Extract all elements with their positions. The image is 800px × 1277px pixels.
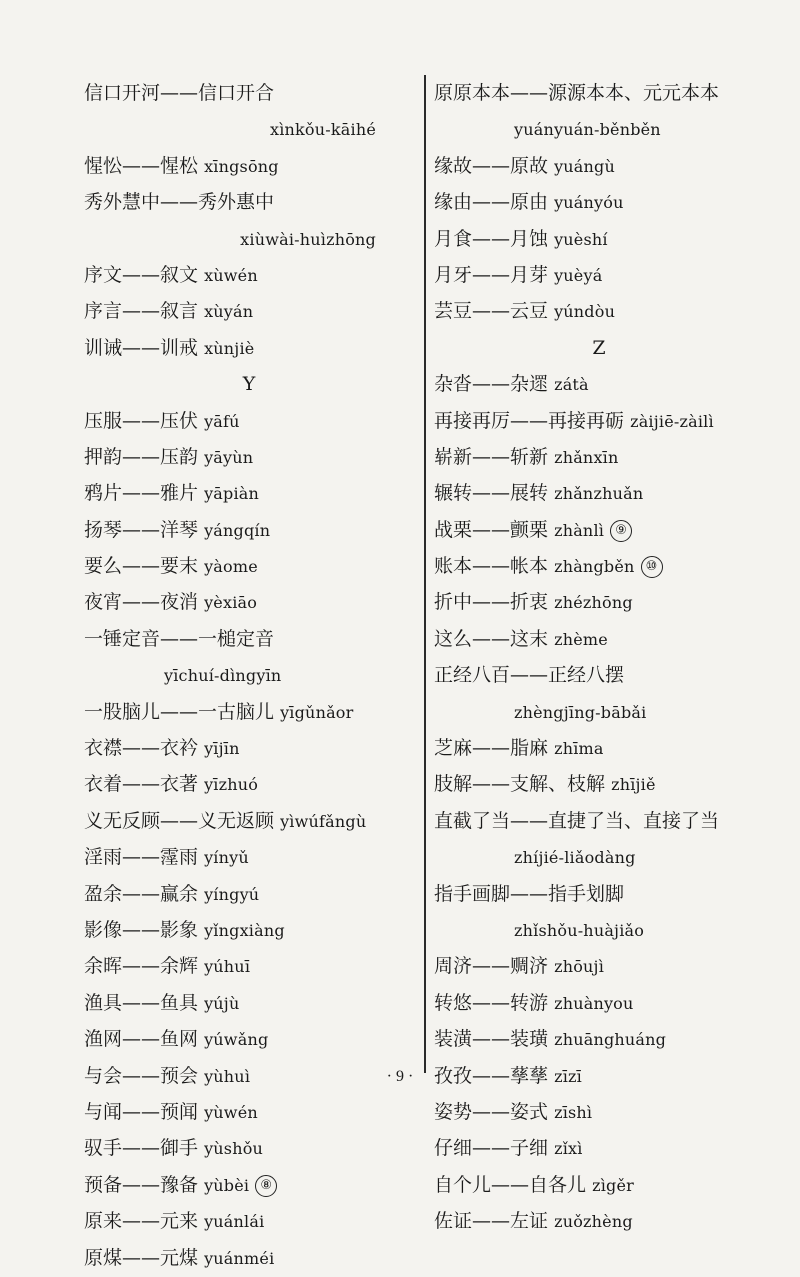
entry-line [434, 184, 764, 220]
entry-term: 缘由——原由 [434, 191, 549, 214]
entry-line [84, 621, 414, 657]
entry-pinyin: zhíjié-liǎodàng [514, 848, 636, 868]
entry-pinyin: xùyán [204, 302, 254, 322]
entry-line [84, 475, 414, 511]
entry-line [84, 1094, 414, 1130]
page-number: · 9 · [386, 1068, 414, 1085]
entry-term: 预备——豫备 [84, 1173, 199, 1196]
footnote-marker: ⑨ [610, 520, 632, 542]
entry-pinyin: zīshì [554, 1102, 593, 1122]
entry-term: 押韵——压韵 [84, 445, 199, 468]
entry-term: 缘故——原故 [434, 154, 549, 177]
entry-term: 余晖——余辉 [84, 955, 199, 978]
entry-pinyin: zuǒzhèng [554, 1212, 633, 1232]
entry-pinyin: yèxiāo [204, 593, 258, 613]
entry-line [434, 366, 764, 402]
entry-line [434, 293, 764, 329]
entry-term: 孜孜——孶孶 [434, 1064, 549, 1087]
entry-term: 与闻——预闻 [84, 1100, 199, 1123]
entry-pinyin: yúndòu [554, 302, 616, 322]
entry-line [434, 985, 764, 1021]
entry-line [84, 403, 414, 439]
entry-pinyin: zhézhōng [554, 593, 633, 613]
entry-line [434, 730, 764, 766]
entry-line [434, 439, 764, 475]
entry-term: 这么——这末 [434, 627, 549, 650]
entry-line [84, 439, 414, 475]
entry-pinyin: zhuānghuáng [554, 1030, 667, 1050]
entry-line [434, 948, 764, 984]
entry-term: 渔具——鱼具 [84, 991, 199, 1014]
entry-pinyin: zhījiě [611, 775, 656, 795]
entry-line [84, 839, 414, 875]
entry-pinyin: xiùwài-huìzhōng [240, 229, 376, 249]
entry-line [84, 584, 414, 620]
entry-term: 原原本本——源源本本、元元本本 [434, 82, 720, 104]
entry-line [434, 657, 764, 693]
entry-pinyin: zhǎnxīn [554, 447, 619, 467]
entry-term: 一锤定音——一槌定音 [84, 627, 275, 650]
entry-pinyin: yījīn [204, 739, 240, 759]
entry-pinyin: yùwén [204, 1102, 258, 1122]
entry-term: 秀外慧中——秀外惠中 [84, 191, 275, 214]
entry-line [434, 1167, 764, 1203]
entry-term: 惺忪——惺松 [84, 154, 199, 177]
entry-line [434, 584, 764, 620]
entry-term: 芸豆——云豆 [434, 300, 549, 323]
entry-term: 月食——月蚀 [434, 227, 549, 250]
entry-term: 与会——预会 [84, 1064, 199, 1087]
entry-line [84, 512, 414, 548]
entry-line [84, 766, 414, 802]
entry-line [84, 730, 414, 766]
entry-term: 崭新——斩新 [434, 445, 549, 468]
entry-pinyin: yùbèi [204, 1175, 250, 1195]
entry-pinyin: yùhuì [204, 1066, 251, 1086]
entry-line [84, 330, 414, 366]
entry-line [434, 766, 764, 802]
entry-pinyin: yīzhuó [204, 775, 259, 795]
entry-pinyin: zǐxì [554, 1139, 583, 1159]
entry-pinyin: yīgǔnǎor [280, 702, 354, 722]
entry-term: 原来——元来 [84, 1210, 199, 1233]
entry-term: Z [592, 336, 606, 359]
entry-term: 折中——折衷 [434, 591, 549, 614]
entry-line [84, 257, 414, 293]
entry-pinyin: yuángù [554, 156, 615, 176]
entry-pinyin: xìnkǒu-kāihé [269, 120, 376, 140]
entry-line [434, 548, 764, 584]
entry-term: 再接再厉——再接再砺 [434, 409, 625, 432]
entry-pinyin: yāyùn [204, 447, 254, 467]
entry-pinyin: yuánméi [204, 1248, 275, 1268]
entry-term: 衣着——衣著 [84, 773, 199, 796]
entry-pinyin: zhǐshǒu-huàjiǎo [514, 920, 645, 940]
entry-term: 仔细——子细 [434, 1137, 549, 1160]
entry-term: 正经八百——正经八摆 [434, 664, 625, 687]
entry-term: 扬琴——洋琴 [84, 518, 199, 541]
entry-pinyin: yāfú [204, 411, 240, 431]
entry-line [434, 403, 764, 439]
entry-line [84, 803, 414, 839]
entry-line [84, 948, 414, 984]
entry-term: 夜宵——夜消 [84, 591, 199, 614]
entry-pinyin: zìgěr [592, 1175, 634, 1195]
entry-line [434, 257, 764, 293]
entry-line [84, 548, 414, 584]
entry-line [434, 1130, 764, 1166]
entry-line [434, 1203, 764, 1239]
entry-line [84, 148, 414, 184]
entry-pinyin: zhànlì [554, 520, 605, 540]
entry-term: 自个儿——自各儿 [434, 1173, 587, 1196]
entry-pinyin: zhème [554, 629, 608, 649]
entry-term: 一股脑儿——一古脑儿 [84, 700, 275, 723]
entry-pinyin: xùwén [204, 265, 258, 285]
footnote-marker: ⑩ [641, 556, 663, 578]
entry-pinyin: yuányóu [554, 193, 624, 213]
entry-line [84, 876, 414, 912]
entry-line [84, 1021, 414, 1057]
entry-term: 义无反顾——义无返顾 [84, 809, 275, 832]
entry-term: 淫雨——霪雨 [84, 846, 199, 869]
entry-line [434, 1094, 764, 1130]
entry-term: 转悠——转游 [434, 991, 549, 1014]
entry-pinyin: yuèshí [554, 229, 608, 249]
entry-term: 原煤——元煤 [84, 1246, 199, 1269]
entry-line [84, 1240, 414, 1276]
entry-pinyin: yángqín [204, 520, 271, 540]
entry-line [434, 1021, 764, 1057]
entry-term: 驭手——御手 [84, 1137, 199, 1160]
entry-term: 衣襟——衣衿 [84, 737, 199, 760]
entry-pinyin: zhōujì [554, 957, 605, 977]
entry-term: 战栗——颤栗 [434, 518, 549, 541]
entry-term: 训诫——训戒 [84, 336, 199, 359]
entry-line [434, 839, 764, 875]
left-column [84, 75, 414, 1276]
entry-pinyin: zhǎnzhuǎn [554, 484, 644, 504]
entry-pinyin: yínyǔ [204, 848, 249, 868]
entry-pinyin: xīngsōng [204, 156, 279, 176]
entry-term: 渔网——鱼网 [84, 1028, 199, 1051]
entry-term: 盈余——赢余 [84, 882, 199, 905]
entry-pinyin: zhèngjīng-bābǎi [514, 702, 647, 722]
entry-term: 压服——压伏 [84, 409, 199, 432]
entry-pinyin: yuánlái [204, 1212, 265, 1232]
entry-pinyin: yújù [204, 993, 240, 1013]
column-divider [424, 75, 426, 1073]
entry-line [84, 293, 414, 329]
entry-pinyin: zátà [554, 375, 589, 395]
entry-pinyin: yǐngxiàng [204, 920, 285, 940]
entry-pinyin: yāpiàn [204, 484, 260, 504]
entry-pinyin: yìwúfǎngù [280, 811, 367, 831]
entry-line [434, 111, 764, 147]
entry-pinyin: zīzī [554, 1066, 582, 1086]
entry-term: 信口开河——信口开合 [84, 82, 275, 104]
right-column [434, 75, 764, 1240]
entry-line [84, 111, 414, 147]
entry-term: 肢解——支解、枝解 [434, 773, 606, 796]
entry-term: 芝麻——脂麻 [434, 737, 549, 760]
entry-line [434, 876, 764, 912]
section-letter [84, 366, 414, 402]
footnote-marker: ⑧ [255, 1175, 277, 1197]
entry-line [434, 475, 764, 511]
entry-line [434, 221, 764, 257]
entry-term: 账本——帐本 [434, 555, 549, 578]
entry-pinyin: yīchuí-dìngyīn [164, 666, 282, 686]
entry-term: 辗转——展转 [434, 482, 549, 505]
entry-pinyin: zàijiē-zàilì [630, 411, 714, 431]
entry-line [84, 75, 414, 111]
entry-line [84, 912, 414, 948]
entry-term: 要么——要末 [84, 555, 199, 578]
entry-line [434, 803, 764, 839]
entry-term: 影像——影象 [84, 918, 199, 941]
entry-line [84, 694, 414, 730]
section-letter [434, 330, 764, 366]
entry-line [434, 694, 764, 730]
entry-term: 鸦片——雅片 [84, 482, 199, 505]
entry-term: 姿势——姿式 [434, 1100, 549, 1123]
entry-line [84, 1130, 414, 1166]
entry-pinyin: zhàngběn [554, 557, 635, 577]
entry-line [434, 512, 764, 548]
entry-pinyin: yuányuán-běnběn [514, 120, 661, 140]
entry-term: 指手画脚——指手划脚 [434, 882, 625, 905]
entry-line [84, 1203, 414, 1239]
entry-pinyin: xùnjiè [204, 338, 255, 358]
entry-term: 直截了当——直捷了当、直接了当 [434, 809, 720, 832]
entry-term: 序文——叙文 [84, 263, 199, 286]
entry-term: 佐证——左证 [434, 1210, 549, 1233]
entry-pinyin: zhīma [554, 739, 604, 759]
entry-term: 周济——赒济 [434, 955, 549, 978]
entry-pinyin: zhuànyou [554, 993, 634, 1013]
entry-pinyin: yuèyá [554, 265, 603, 285]
entry-line [434, 621, 764, 657]
entry-term: 杂沓——杂遝 [434, 373, 549, 396]
entry-line [84, 985, 414, 1021]
entry-pinyin: yàome [204, 557, 258, 577]
entry-pinyin: yúwǎng [204, 1030, 269, 1050]
entry-pinyin: yùshǒu [204, 1139, 264, 1159]
entry-term: 序言——叙言 [84, 300, 199, 323]
entry-pinyin: yúhuī [204, 957, 251, 977]
entry-line [434, 148, 764, 184]
entry-line [84, 657, 414, 693]
entry-line [84, 221, 414, 257]
entry-line [84, 184, 414, 220]
entry-term: Y [242, 373, 256, 396]
entry-line [434, 912, 764, 948]
entry-line [434, 75, 764, 111]
entry-term: 月牙——月芽 [434, 263, 549, 286]
entry-line [84, 1167, 414, 1203]
entry-pinyin: yíngyú [204, 884, 260, 904]
entry-term: 装潢——装璜 [434, 1028, 549, 1051]
